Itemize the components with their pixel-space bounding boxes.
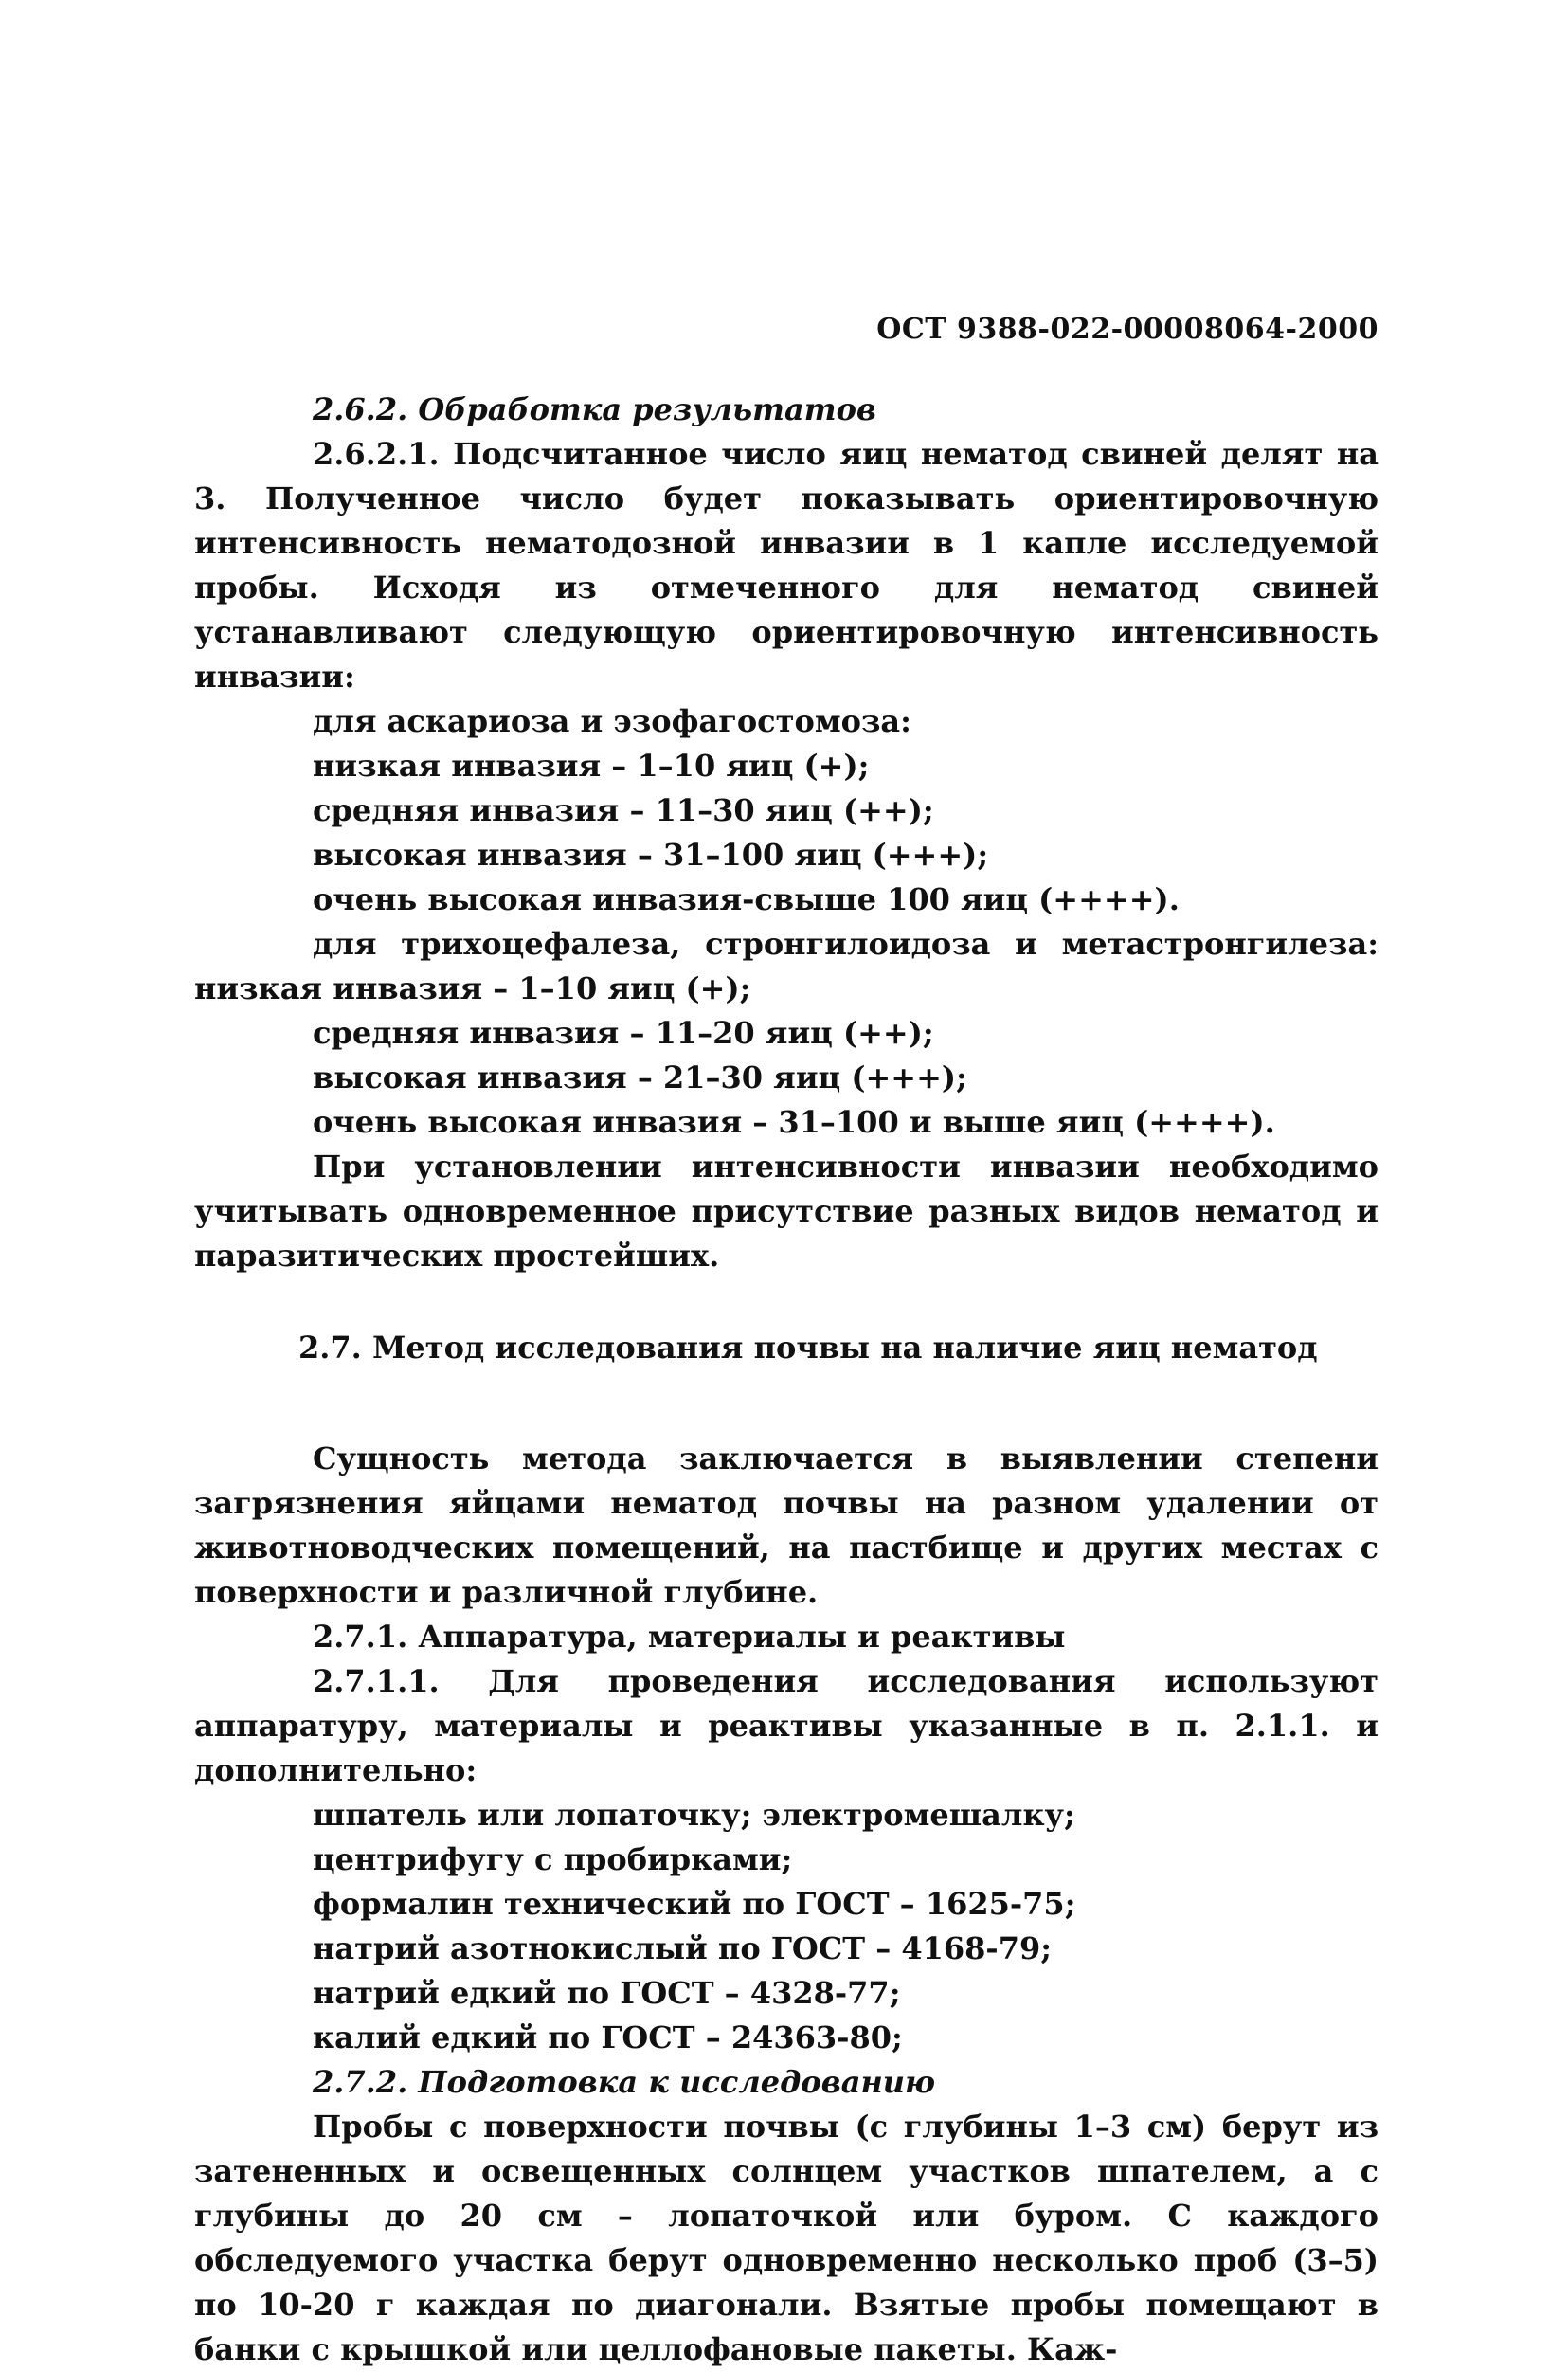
group1-item: высокая инвазия – 31–100 яиц (+++); [313,837,989,873]
section-2-6-2-title: 2.6.2. Обработка результатов [313,391,876,427]
group1-item: очень высокая инвазия-свыше 100 яиц (++++). [313,881,1180,917]
section-2-7-intro: Сущность метода заключается в выявлении степени загрязнения яйцами нематод почвы на разном удалении от животноводческих помещений, на пастбище и других местах с поверхности и различной глубине. [194,1440,1379,1610]
paragraph-2-6-2-1: 2.6.2.1. Подсчитанное число яиц нематод свиней делят на 3. Полученное число будет показывать ориентировочную интенсивность нематодозной инвазии в 1 капле исследуемой пробы. Исходя из отмеченного для нематод свиней устанавливают следующую ориентировочную интенсивность инвазии: [194,436,1379,695]
equipment-item: натрий едкий по ГОСТ – 4328-77; [313,1975,901,2011]
subsection-2-7-2-title: 2.7.2. Подготовка к исследованию [313,2064,936,2100]
document-code: ОСТ 9388-022-00008064-2000 [876,313,1379,346]
paragraph-2-7-1-1: 2.7.1.1. Для проведения исследования используют аппаратуру, материалы и реактивы указанные в п. 2.1.1. и дополнительно: [194,1663,1379,1788]
equipment-item: натрий азотнокислый по ГОСТ – 4168-79; [313,1930,1053,1966]
equipment-item: формалин технический по ГОСТ – 1625-75; [313,1886,1076,1922]
equipment-item: шпатель или лопаточку; электромешалку; [313,1797,1075,1833]
equipment-item: калий едкий по ГОСТ – 24363-80; [313,2019,903,2055]
group1-label: для аскариоза и эзофагостомоза: [313,703,911,739]
invasion-note: При установлении интенсивности инвазии необходимо учитывать одновременное присутствие разных видов нематод и паразитических простейших. [194,1149,1379,1274]
document-page [194,313,1379,2372]
group2-item: высокая инвазия – 21–30 яиц (+++); [313,1059,967,1095]
group2-item: средняя инвазия – 11–20 яиц (++); [313,1015,934,1051]
section-2-7-title: 2.7. Метод исследования почвы на наличие яиц нематод [298,1330,1318,1366]
subsection-2-7-1-title: 2.7.1. Аппаратура, материалы и реактивы [313,1619,1066,1655]
equipment-item: центрифугу с пробирками; [313,1841,793,1877]
group2-item: очень высокая инвазия – 31–100 и выше яиц (++++). [313,1104,1275,1140]
group1-item: средняя инвазия – 11–30 яиц (++); [313,792,934,828]
group2-label: для трихоцефалеза, стронгилоидоза и метастронгилеза: низкая инвазия – 1–10 яиц (+); [194,926,1379,1006]
group1-item: низкая инвазия – 1–10 яиц (+); [313,748,870,784]
paragraph-2-7-2: Пробы с поверхности почвы (с глубины 1–3 см) берут из затененных и освещенных солнцем участков шпателем, а с глубины до 20 см – лопаточкой или буром. С каждого обследуемого участка берут одновременно несколько проб (3–5) по 10-20 г каждая по диагонали. Взятые пробы помещают в банки с крышкой или целлофановые пакеты. Каж- [194,2109,1379,2367]
